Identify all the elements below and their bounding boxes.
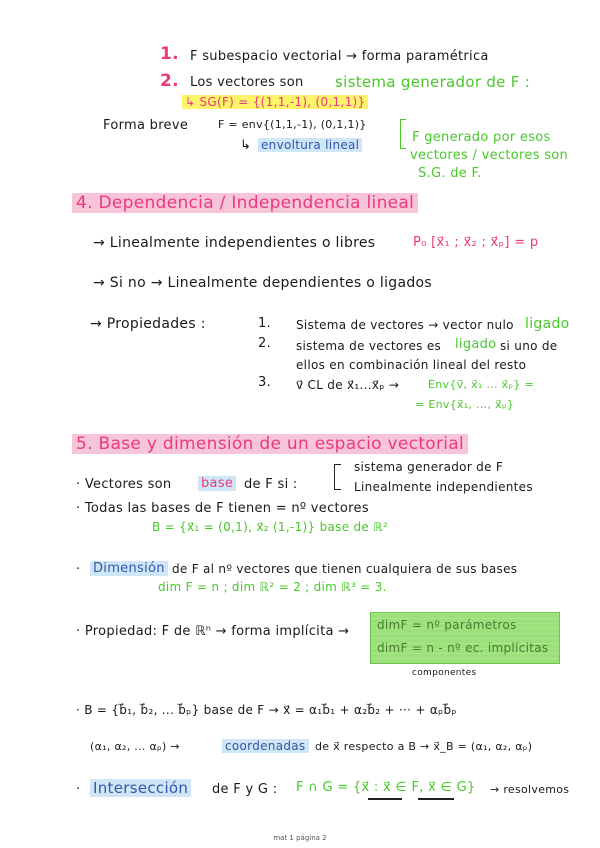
item-2-text: Los vectores son [190, 75, 304, 90]
properties-label: → Propiedades : [90, 316, 206, 332]
base-line-b: de F si : [244, 477, 298, 492]
prop-2-text-c: ellos en combinación lineal del resto [296, 358, 527, 372]
dimension-text: de F al nº vectores que tienen cualquiera de sus bases [172, 562, 518, 576]
prop-2-text-a: sistema de vectores es [296, 339, 442, 353]
base-example: B = {x⃗₁ = (0,1), x⃗₂ (1,-1)} base de ℝ² [152, 520, 389, 534]
componentes-note: componentes [412, 668, 477, 678]
prop-2-ligado: ligado [455, 337, 497, 352]
prop-3-number: 3. [258, 375, 272, 390]
dimension-word: Dimensión [90, 561, 168, 576]
envoltura-lineal: envoltura lineal [258, 138, 362, 152]
intersection-word: Intersección [90, 779, 191, 797]
base-req-2: Linealmente independientes [354, 480, 533, 494]
green-note-1: F generado por esos [412, 130, 551, 145]
underline-1 [368, 798, 402, 800]
item-1-number: 1. [160, 44, 179, 64]
section-5-title: 5. Base y dimensión de un espacio vectorial [72, 434, 468, 454]
page-footer: mat 1 página 2 [273, 834, 327, 842]
prop-3-green-b: = Env{x⃗₁, ..., x⃗ₚ} [415, 398, 515, 411]
prop-2-text-b: si uno de [500, 339, 558, 353]
coords-a: (α₁, α₂, ... αₚ) → [90, 740, 180, 753]
forma-breve-eq: F = env{(1,1,-1), (0,1,1)} [218, 118, 367, 131]
intersection-formula: F ∩ G = {x⃗ : x⃗ ∈ F, x⃗ ∈ G} [296, 780, 476, 795]
intersection-dot: · [76, 782, 81, 797]
intersection-text: de F y G : [212, 782, 278, 797]
base-line-a: · Vectores son [76, 477, 172, 492]
prop-1-ligado: ligado [525, 316, 570, 332]
prop-1-text: Sistema de vectores → vector nulo [296, 318, 514, 332]
li-text: → Linealmente independientes o libres [93, 235, 376, 251]
box-line-2: dimF = n - nº ec. implícitas [377, 641, 549, 655]
green-bracket [400, 119, 406, 149]
item-2-green: sistema generador de F : [335, 73, 531, 91]
box-line-1: dimF = nº parámetros [377, 618, 517, 632]
li-formula: P₀ [x⃗₁ ; x⃗₂ ; x⃗ₚ] = p [413, 235, 539, 250]
green-note-3: S.G. de F. [418, 166, 482, 181]
item-2-number: 2. [160, 71, 179, 91]
item-1-text: F subespacio vectorial → forma paramétrica [190, 49, 489, 64]
intersection-end: → resolvemos [490, 783, 570, 796]
base-word: base [198, 476, 236, 491]
coordenadas-word: coordenadas [222, 739, 309, 753]
dim-dot: · [76, 562, 81, 577]
coords-b: de x⃗ respecto a B → x⃗_B = (α₁, α₂, αₚ) [315, 740, 533, 753]
prop-1-number: 1. [258, 316, 272, 331]
envoltura-arrow: ↳ [240, 138, 252, 153]
all-bases-text: · Todas las bases de F tienen = nº vectores [76, 501, 369, 516]
base-bracket [334, 464, 341, 490]
base-req-1: sistema generador de F [354, 460, 504, 474]
property-implicit: · Propiedad: F de ℝⁿ → forma implícita → [76, 624, 350, 639]
dimension-example: dim F = n ; dim ℝ² = 2 ; dim ℝ³ = 3. [158, 580, 387, 594]
section-4-title: 4. Dependencia / Independencia lineal [72, 193, 418, 213]
base-coords-line: · B = {b⃗₁, b⃗₂, ... b⃗ₚ} base de F → x⃗ = α₁b⃗₁ + α₂b⃗₂ + ··· + αₚb⃗ₚ [76, 703, 457, 717]
forma-breve-label: Forma breve [103, 118, 189, 133]
prop-3-green-a: Env{v⃗, x⃗₁ ... x⃗ₚ} = [428, 378, 534, 391]
prop-3-text: v⃗ CL de x⃗₁...x⃗ₚ → [296, 378, 400, 392]
underline-2 [418, 798, 454, 800]
sg-formula: ↳ SG(F) = {(1,1,-1), (0,1,1)} [182, 95, 368, 109]
dim-formula-box [370, 612, 560, 664]
green-note-2: vectores / vectores son [410, 148, 569, 163]
ld-text: → Si no → Linealmente dependientes o ligados [93, 275, 432, 291]
prop-2-number: 2. [258, 336, 272, 351]
